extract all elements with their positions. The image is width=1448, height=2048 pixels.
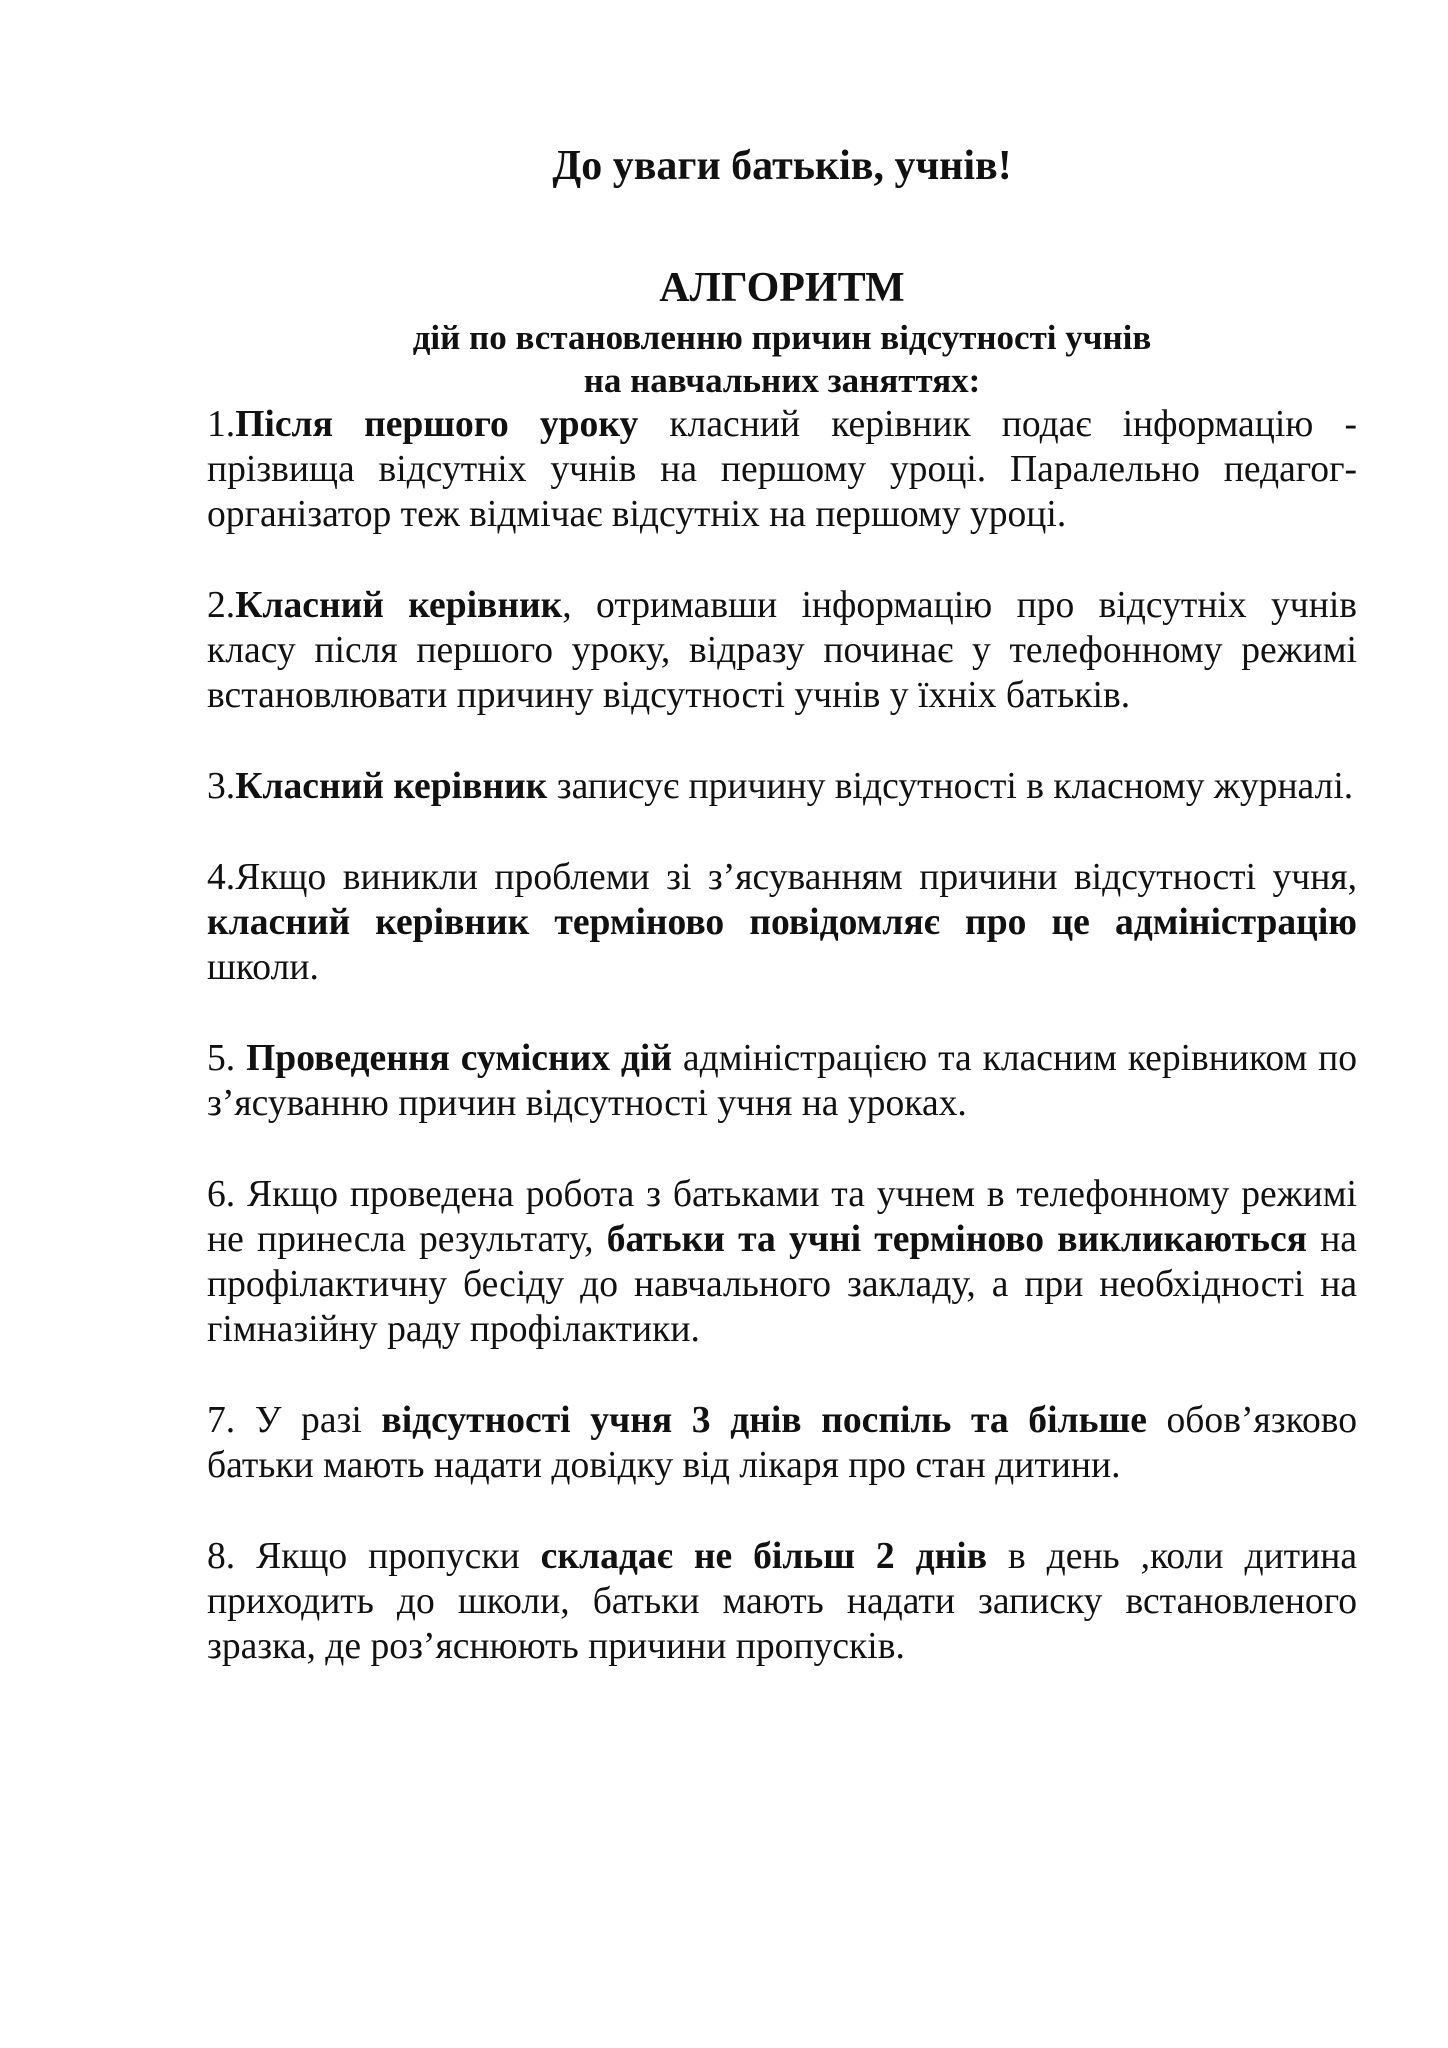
step-text: записує причину відсутності в класному журналі.	[547, 766, 1354, 807]
step-number: 8.	[207, 1536, 257, 1577]
step-text: обов’язково батьки мають надати довідку від лікаря про стан дитини.	[207, 1400, 1358, 1486]
step-number: 2.	[207, 585, 236, 626]
step-number: 7.	[207, 1400, 255, 1441]
step-emphasis: складає не більш 2 днів	[540, 1536, 988, 1577]
step-lead-text: Якщо проведена робота з батьками та учнем в телефонному режимі не принесла результату,	[207, 1174, 1357, 1260]
step-3	[207, 764, 1357, 809]
step-7	[207, 1398, 1357, 1488]
step-text: школи.	[207, 947, 319, 988]
step-text: адміністрацією та класним керівником по з’ясуванню причин відсутності учня на уроках.	[207, 1038, 1358, 1124]
step-number: 6.	[207, 1174, 248, 1215]
algorithm-steps	[207, 402, 1357, 1669]
step-text: класний керівник подає інформацію - прізвища відсутніх учнів на першому уроці. Паралельно педагог-організатор теж відмічає відсутніх на першому уроці.	[207, 404, 1357, 535]
step-emphasis: Класний керівник	[235, 766, 548, 807]
step-4	[207, 855, 1357, 990]
step-number: 3.	[207, 766, 236, 807]
step-text: , отримавши інформацію про відсутніх учнів класу після першого уроку, відразу починає у телефонному режимі встановлювати причину відсутності учнів у їхніх батьків.	[207, 585, 1358, 716]
step-1	[207, 402, 1357, 537]
algorithm-title: АЛГОРИТМ	[659, 265, 905, 311]
step-lead-text: Якщо пропуски	[256, 1536, 541, 1577]
algorithm-subtitle-line-2: на навчальних заняттях:	[583, 361, 981, 400]
step-number: 5.	[207, 1038, 247, 1079]
step-6	[207, 1172, 1357, 1352]
step-emphasis: класний керівник терміново повідомляє про це адміністрацію	[207, 902, 1357, 943]
step-emphasis: Після першого уроку	[235, 404, 639, 445]
step-emphasis: Проведення сумісних дій	[246, 1038, 673, 1079]
step-number: 4.	[207, 857, 236, 898]
notice-heading: До уваги батьків, учнів!	[552, 143, 1012, 189]
algorithm-subtitle-line-1: дій по встановленню причин відсутності учнів	[412, 318, 1152, 357]
step-emphasis: Класний керівник	[235, 585, 563, 626]
step-emphasis: батьки та учні терміново викликаються	[606, 1219, 1308, 1260]
step-number: 1.	[207, 404, 236, 445]
step-text: в день ,коли дитина приходить до школи, батьки мають надати записку встановленого зразка, де роз’яснюють причини пропусків.	[207, 1536, 1357, 1667]
step-8	[207, 1534, 1357, 1669]
step-2	[207, 583, 1357, 718]
document-page	[207, 138, 1357, 1715]
step-emphasis: відсутності учня 3 днів поспіль та більше	[381, 1400, 1147, 1441]
step-5	[207, 1036, 1357, 1126]
step-lead-text: У разі	[254, 1400, 382, 1441]
step-lead-text: Якщо виникли проблеми зі з’ясуванням причини відсутності учня,	[235, 857, 1357, 898]
step-text: на профілактичну бесіду до навчального закладу, а при необхідності на гімназійну раду профілактики.	[207, 1219, 1357, 1350]
